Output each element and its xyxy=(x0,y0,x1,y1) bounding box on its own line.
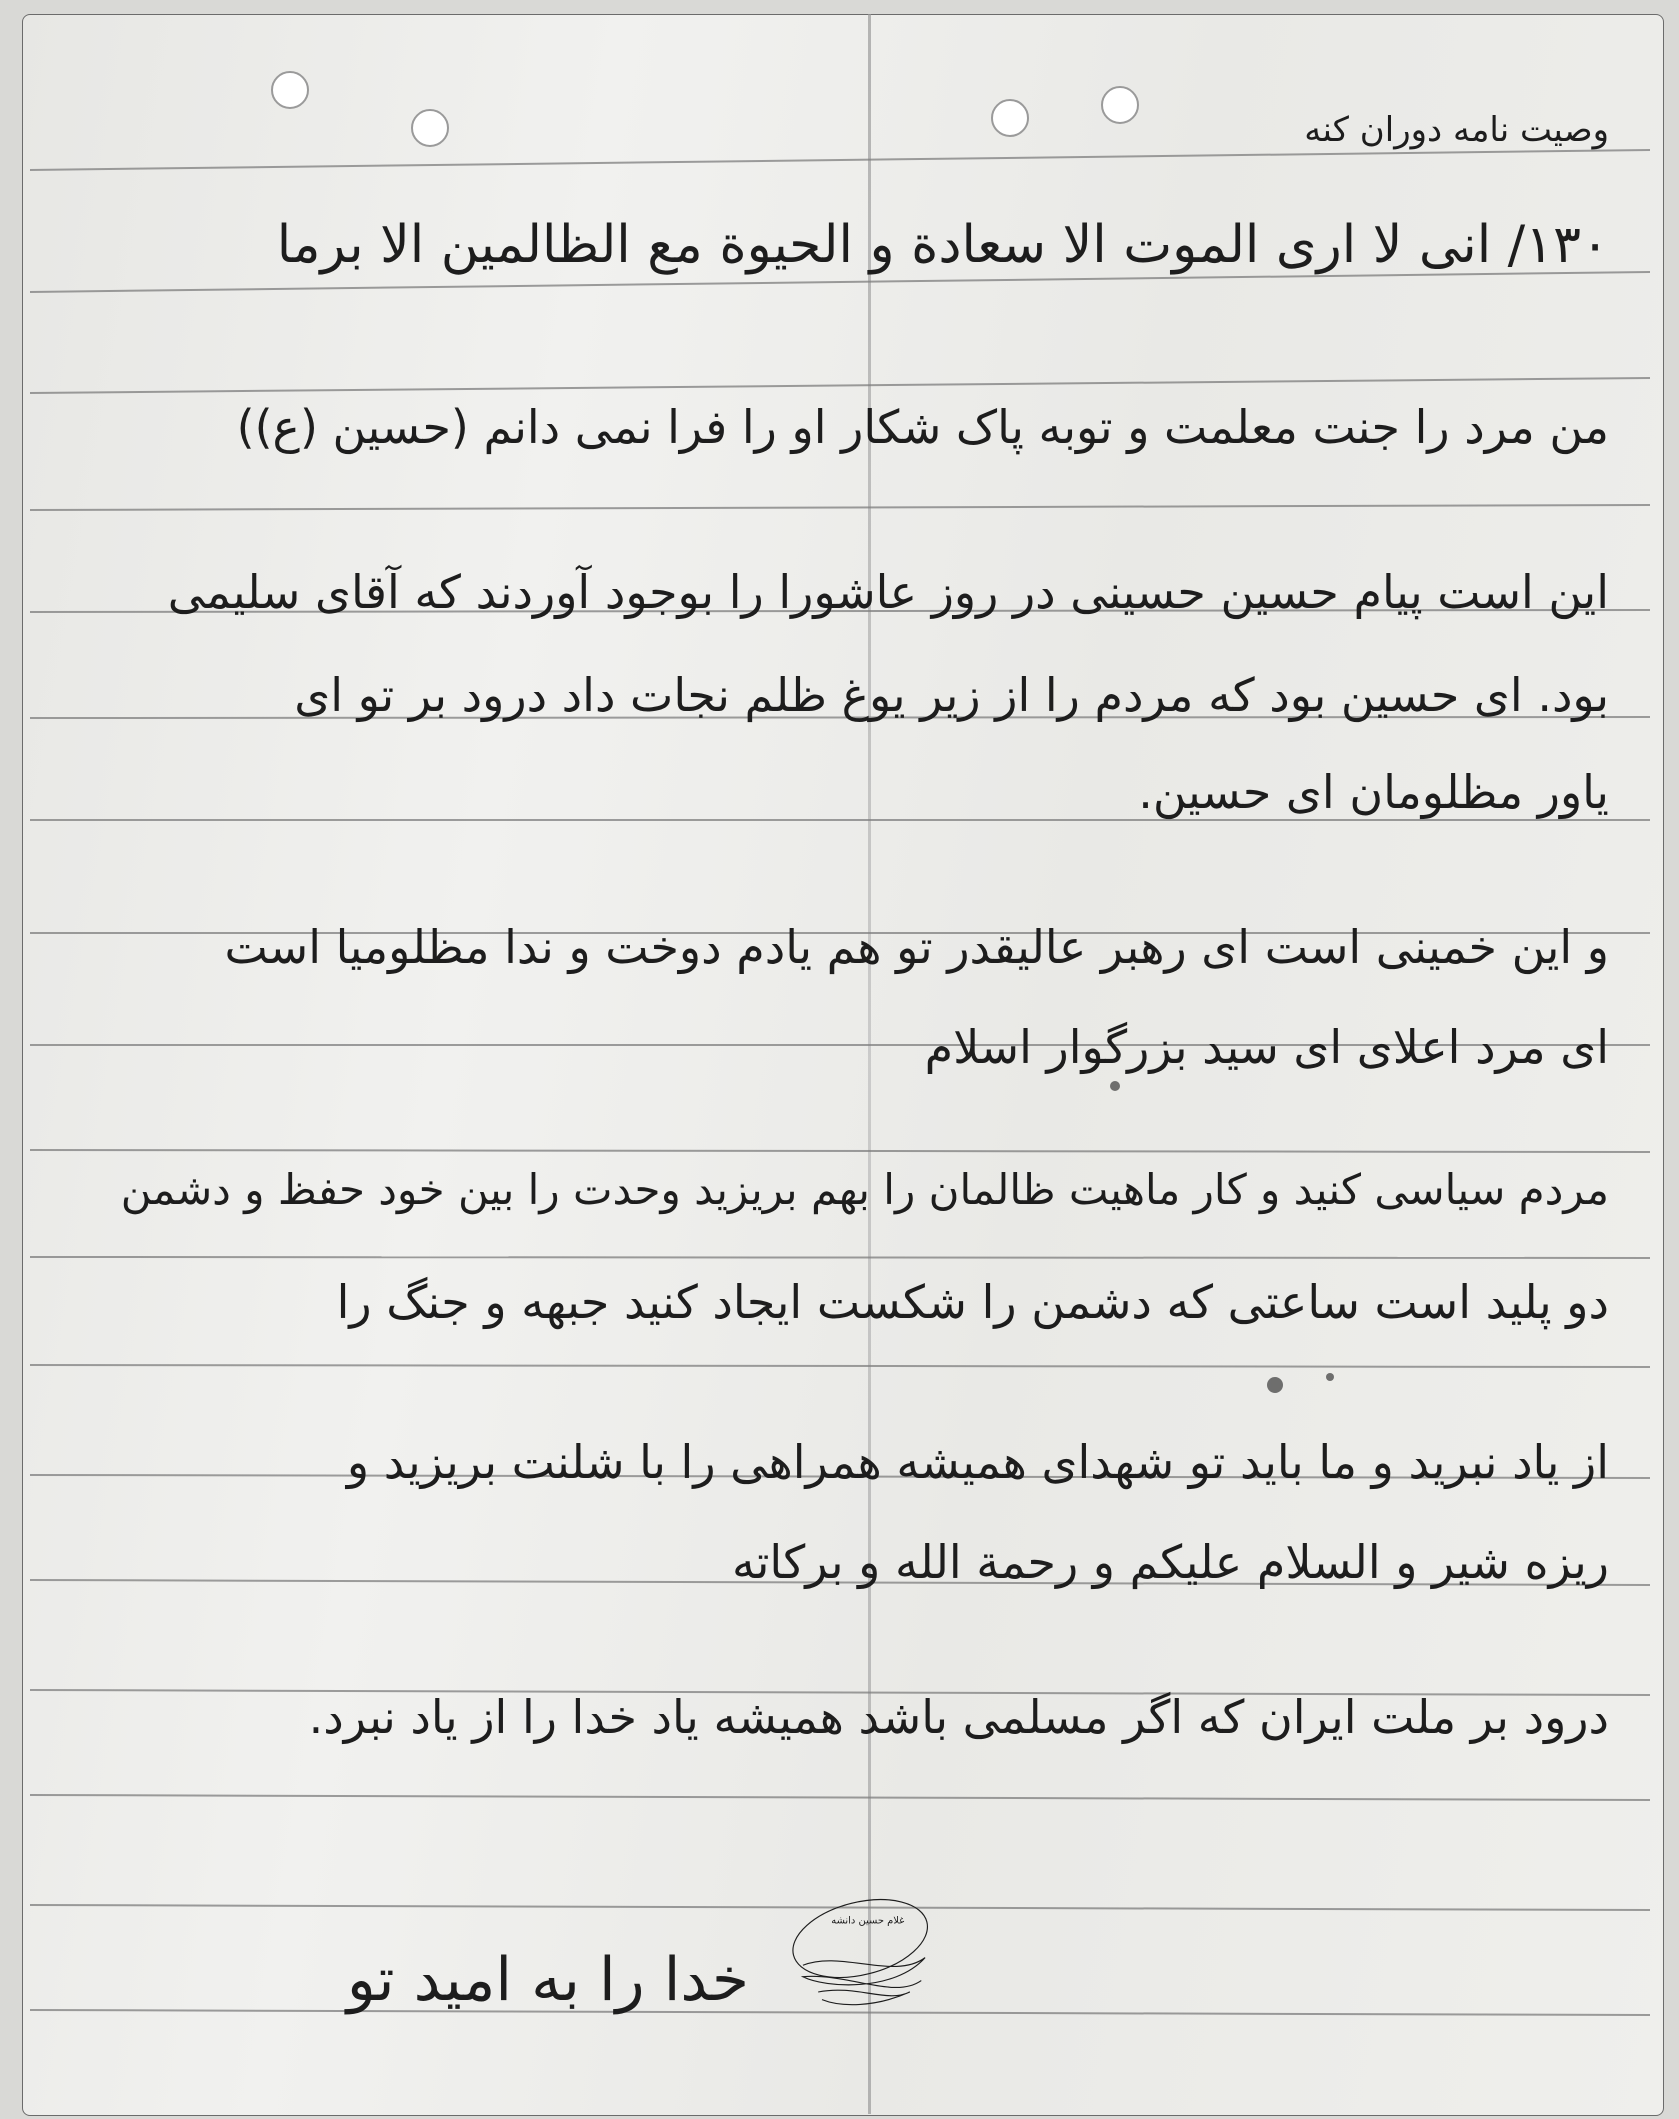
paragraph-3-line-2: ای مرد اعلای ای سید بزرگوار اسلام xyxy=(924,1020,1609,1074)
closing-line: خدا را به امید تو xyxy=(346,1945,749,2015)
ink-speck xyxy=(1326,1373,1334,1381)
paragraph-5-line-2: ریزه شیر و السلام علیکم و رحمة الله و برکاته xyxy=(731,1535,1609,1589)
punch-hole xyxy=(412,110,448,146)
ink-speck xyxy=(1110,1081,1120,1091)
paragraph-6-line-1: درود بر ملت ایران که اگر مسلمی باشد همیشه یاد خدا را از یاد نبرد. xyxy=(308,1690,1609,1744)
paragraph-2-line-2: بود. ای حسین بود که مردم را از زیر یوغ ظلم نجات داد درود بر تو ای xyxy=(294,668,1609,722)
punch-hole xyxy=(272,72,308,108)
paragraph-5-line-1: از یاد نبرید و ما باید تو شهدای همیشه همراهی را با شلنت بریزید و xyxy=(346,1435,1609,1489)
paragraph-4-line-1: مردم سیاسی کنید و کار ماهیت ظالمان را بهم بریزید وحدت را بین خود حفظ و دشمن xyxy=(120,1165,1609,1214)
stamp-text: غلام حسین دانشه xyxy=(831,1915,905,1927)
punch-hole xyxy=(992,100,1028,136)
punch-hole xyxy=(1102,87,1138,123)
paragraph-4-line-2: دو پلید است ساعتی که دشمن را شکست ایجاد کنید جبهه و جنگ را xyxy=(336,1275,1609,1329)
paragraph-1-line-1: من مرد را جنت معلمت و توبه پاک شکار او را فرا نمی دانم (حسین (ع)) xyxy=(236,400,1609,454)
signature-stamp xyxy=(780,1790,1200,2110)
paragraph-3-line-1: و این خمینی است ای رهبر عالیقدر تو هم یادم دوخت و ندا مظلومیا است xyxy=(224,920,1609,974)
paragraph-2-line-3: یاور مظلومان ای حسین. xyxy=(1138,765,1609,819)
paragraph-2-line-1: این است پیام حسین حسینی در روز عاشورا را بوجود آوردند که آقای سلیمی xyxy=(167,565,1609,619)
ink-speck xyxy=(1267,1377,1283,1393)
quote-line: ۱۳۰/ انی لا ارى الموت الا سعادة و الحیوة مع الظالمین الا برما xyxy=(276,215,1609,275)
header-note: وصیت نامه دوران کنه xyxy=(1304,110,1609,150)
